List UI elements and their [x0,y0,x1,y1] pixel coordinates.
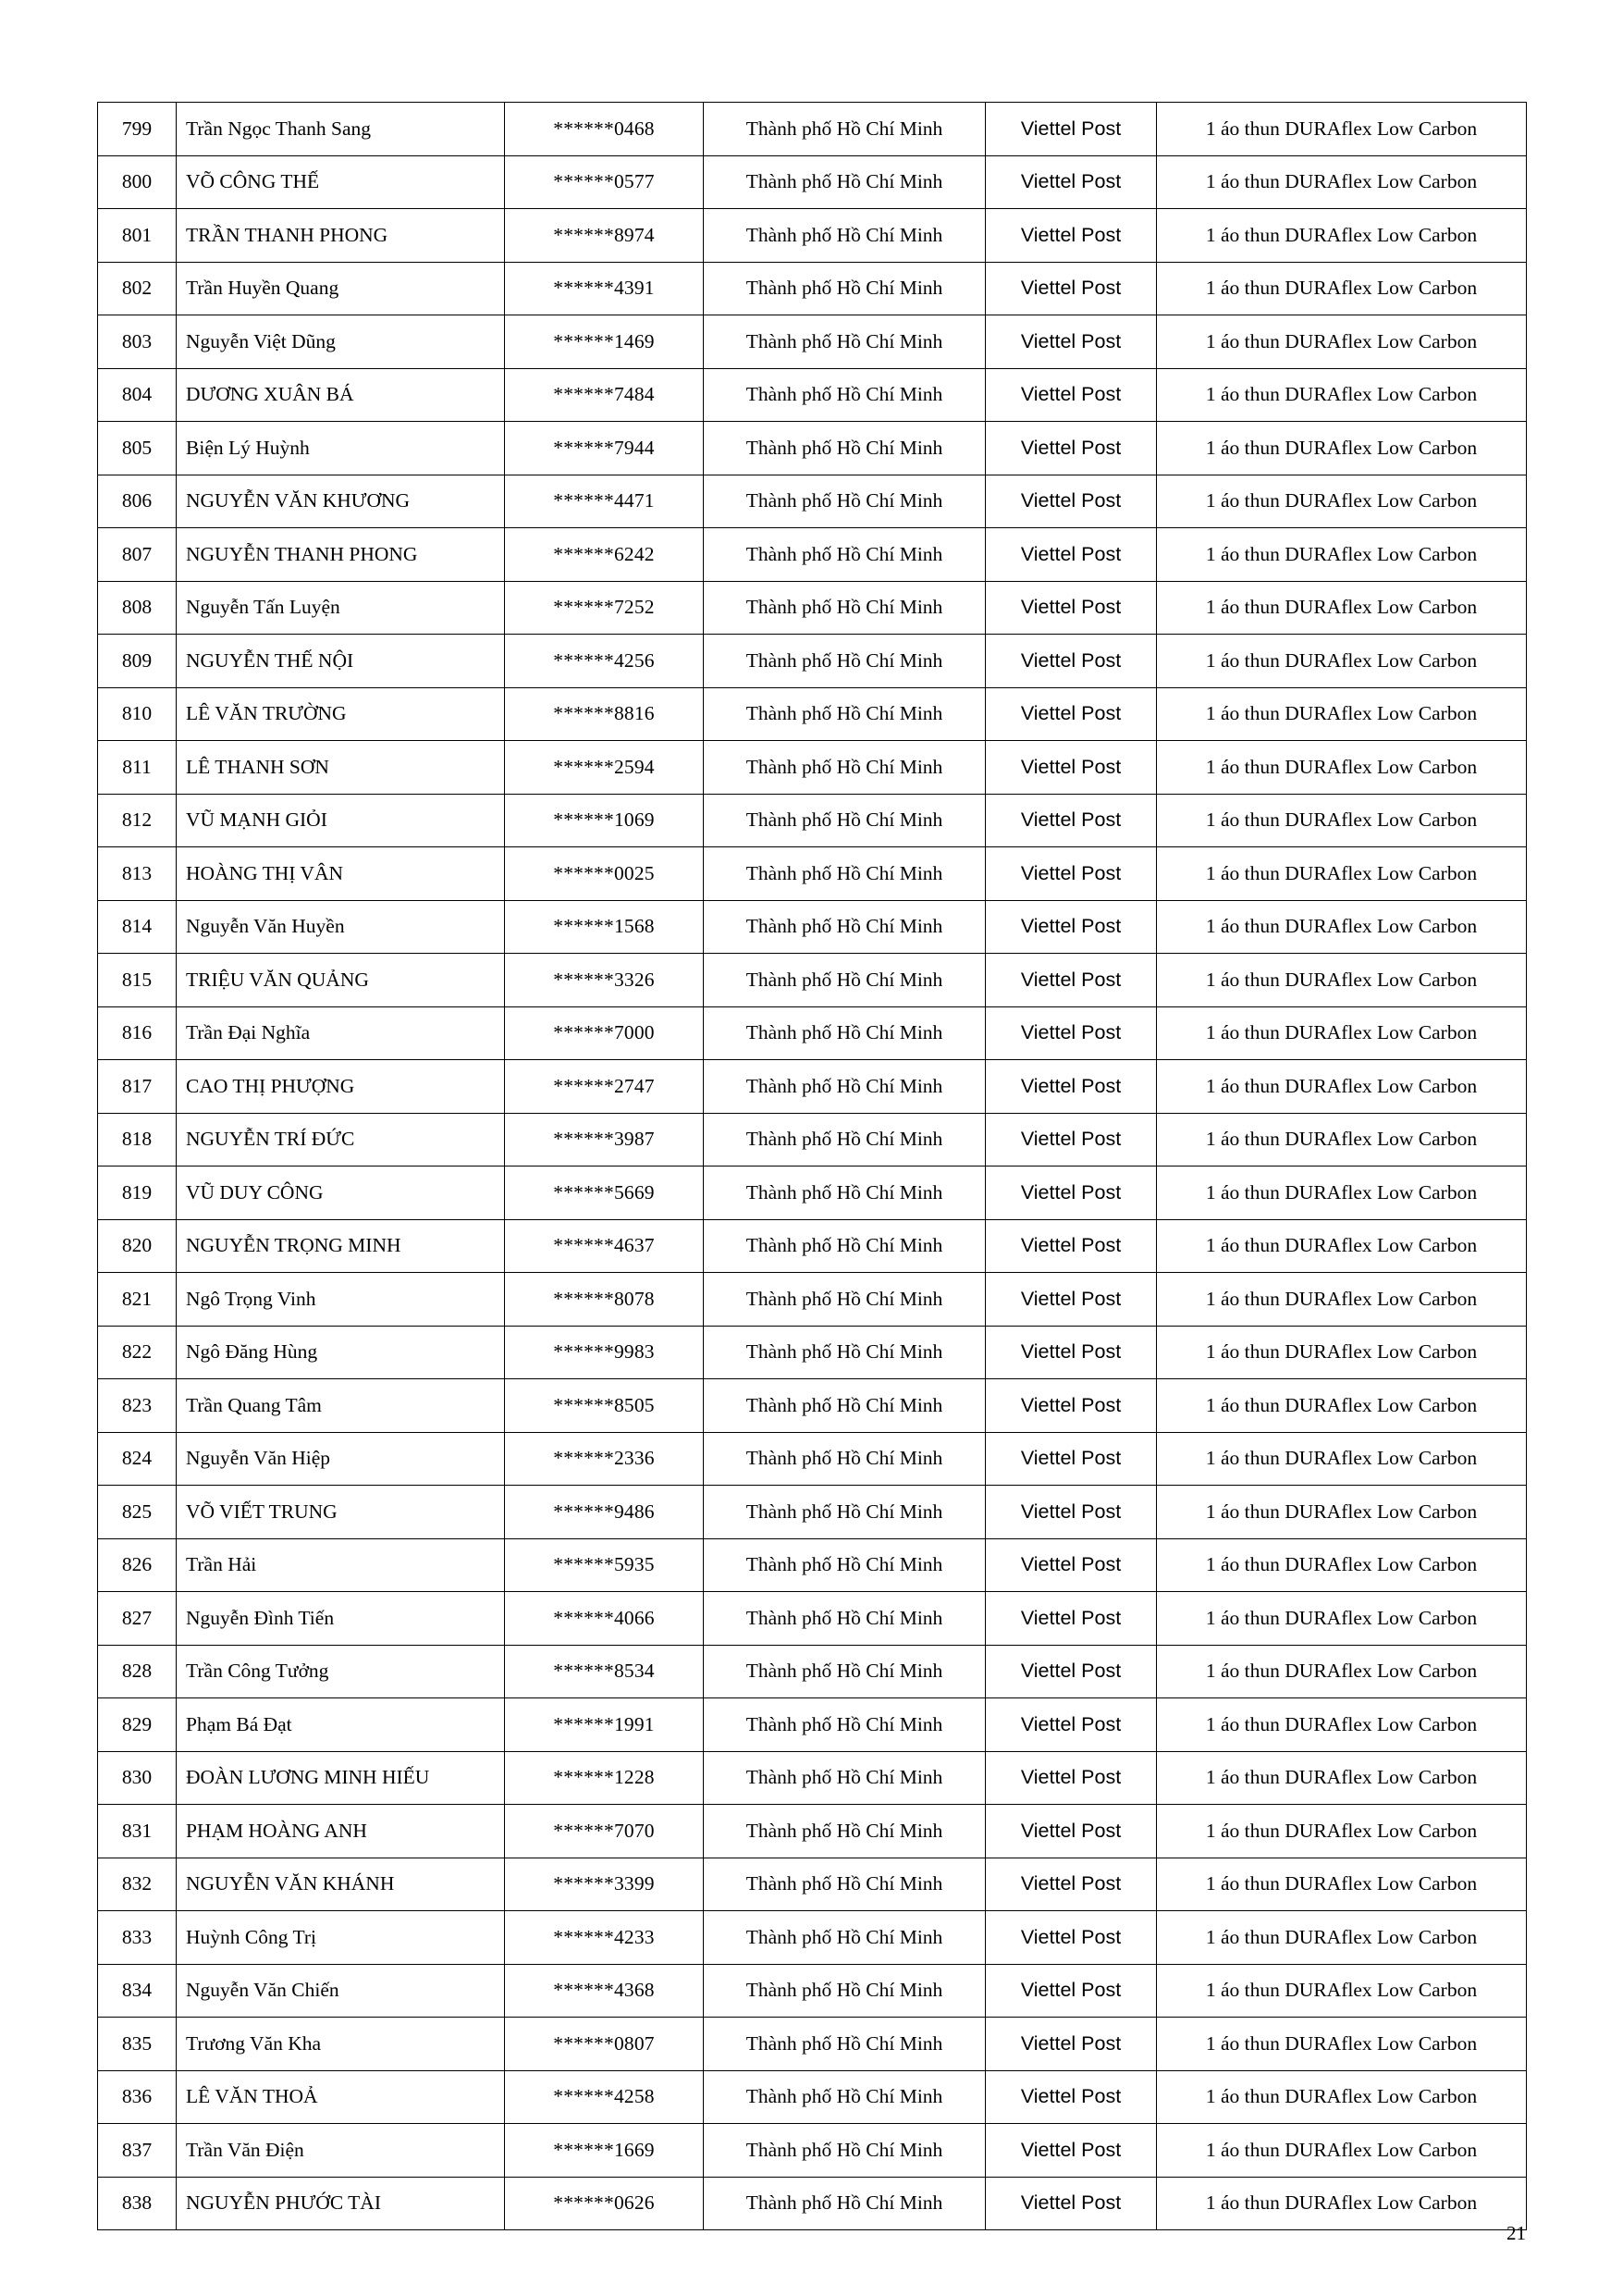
table-row [98,1645,1527,1698]
cell-prize: 1 áo thun DURAflex Low Carbon [1157,103,1527,156]
cell-phone: ******7944 [505,422,704,475]
cell-carrier: Viettel Post [986,1379,1157,1433]
cell-name: ĐOÀN LƯƠNG MINH HIẾU [177,1751,505,1805]
cell-carrier: Viettel Post [986,1113,1157,1167]
cell-index: 826 [98,1538,177,1592]
cell-city: Thành phố Hồ Chí Minh [704,1379,986,1433]
cell-phone: ******1991 [505,1698,704,1752]
cell-city: Thành phố Hồ Chí Minh [704,368,986,422]
cell-index: 806 [98,475,177,528]
cell-city: Thành phố Hồ Chí Minh [704,155,986,209]
cell-city: Thành phố Hồ Chí Minh [704,954,986,1007]
table-row [98,262,1527,315]
cell-name: LÊ VĂN TRƯỜNG [177,687,505,741]
table-row [98,1379,1527,1433]
table-row [98,2177,1527,2230]
cell-carrier: Viettel Post [986,209,1157,263]
cell-phone: ******2747 [505,1060,704,1114]
table-row [98,1805,1527,1858]
table-row [98,1432,1527,1486]
cell-phone: ******6242 [505,528,704,582]
cell-city: Thành phố Hồ Chí Minh [704,581,986,635]
cell-index: 801 [98,209,177,263]
cell-index: 828 [98,1645,177,1698]
table-row [98,900,1527,954]
table-row [98,103,1527,156]
table-row [98,209,1527,263]
cell-name: Biện Lý Huỳnh [177,422,505,475]
cell-name: Huỳnh Công Trị [177,1911,505,1965]
cell-city: Thành phố Hồ Chí Minh [704,2124,986,2178]
cell-name: DƯƠNG XUÂN BÁ [177,368,505,422]
cell-phone: ******0025 [505,847,704,901]
cell-city: Thành phố Hồ Chí Minh [704,1858,986,1911]
cell-prize: 1 áo thun DURAflex Low Carbon [1157,368,1527,422]
cell-index: 811 [98,741,177,795]
cell-city: Thành phố Hồ Chí Minh [704,1592,986,1646]
cell-phone: ******4258 [505,2070,704,2124]
cell-city: Thành phố Hồ Chí Minh [704,1060,986,1114]
cell-carrier: Viettel Post [986,262,1157,315]
cell-index: 817 [98,1060,177,1114]
cell-prize: 1 áo thun DURAflex Low Carbon [1157,1219,1527,1273]
cell-city: Thành phố Hồ Chí Minh [704,794,986,847]
cell-carrier: Viettel Post [986,741,1157,795]
table-row [98,954,1527,1007]
cell-carrier: Viettel Post [986,847,1157,901]
cell-prize: 1 áo thun DURAflex Low Carbon [1157,687,1527,741]
cell-name: Trần Văn Điện [177,2124,505,2178]
cell-phone: ******1469 [505,315,704,369]
cell-index: 818 [98,1113,177,1167]
cell-phone: ******4391 [505,262,704,315]
cell-phone: ******0577 [505,155,704,209]
cell-carrier: Viettel Post [986,475,1157,528]
cell-index: 816 [98,1006,177,1060]
cell-prize: 1 áo thun DURAflex Low Carbon [1157,1538,1527,1592]
cell-index: 822 [98,1326,177,1379]
cell-prize: 1 áo thun DURAflex Low Carbon [1157,954,1527,1007]
page-number: 21 [1506,2222,1526,2244]
cell-name: TRIỆU VĂN QUẢNG [177,954,505,1007]
table-row [98,528,1527,582]
cell-carrier: Viettel Post [986,1486,1157,1539]
cell-name: CAO THỊ PHƯỢNG [177,1060,505,1114]
cell-name: NGUYỄN VĂN KHÁNH [177,1858,505,1911]
cell-city: Thành phố Hồ Chí Minh [704,2018,986,2071]
cell-name: Nguyễn Tấn Luyện [177,581,505,635]
cell-index: 813 [98,847,177,901]
cell-phone: ******2336 [505,1432,704,1486]
cell-phone: ******1228 [505,1751,704,1805]
cell-name: NGUYỄN THẾ NỘI [177,635,505,688]
cell-carrier: Viettel Post [986,528,1157,582]
cell-phone: ******2594 [505,741,704,795]
cell-phone: ******8816 [505,687,704,741]
cell-carrier: Viettel Post [986,1006,1157,1060]
cell-prize: 1 áo thun DURAflex Low Carbon [1157,262,1527,315]
cell-prize: 1 áo thun DURAflex Low Carbon [1157,1006,1527,1060]
cell-carrier: Viettel Post [986,635,1157,688]
cell-name: Trần Công Tưởng [177,1645,505,1698]
cell-phone: ******4368 [505,1964,704,2018]
cell-city: Thành phố Hồ Chí Minh [704,1486,986,1539]
cell-index: 820 [98,1219,177,1273]
cell-prize: 1 áo thun DURAflex Low Carbon [1157,900,1527,954]
cell-index: 834 [98,1964,177,2018]
cell-name: HOÀNG THỊ VÂN [177,847,505,901]
cell-prize: 1 áo thun DURAflex Low Carbon [1157,794,1527,847]
cell-prize: 1 áo thun DURAflex Low Carbon [1157,1379,1527,1433]
cell-phone: ******4233 [505,1911,704,1965]
cell-prize: 1 áo thun DURAflex Low Carbon [1157,1858,1527,1911]
cell-city: Thành phố Hồ Chí Minh [704,1751,986,1805]
cell-carrier: Viettel Post [986,1538,1157,1592]
cell-prize: 1 áo thun DURAflex Low Carbon [1157,422,1527,475]
cell-name: NGUYỄN TRỌNG MINH [177,1219,505,1273]
cell-carrier: Viettel Post [986,1060,1157,1114]
cell-index: 810 [98,687,177,741]
cell-name: LÊ VĂN THOẢ [177,2070,505,2124]
cell-carrier: Viettel Post [986,155,1157,209]
cell-index: 824 [98,1432,177,1486]
table-row [98,1538,1527,1592]
cell-carrier: Viettel Post [986,900,1157,954]
cell-carrier: Viettel Post [986,368,1157,422]
cell-name: Phạm Bá Đạt [177,1698,505,1752]
cell-prize: 1 áo thun DURAflex Low Carbon [1157,315,1527,369]
cell-carrier: Viettel Post [986,954,1157,1007]
cell-city: Thành phố Hồ Chí Minh [704,1538,986,1592]
table-row [98,1326,1527,1379]
cell-index: 819 [98,1167,177,1220]
table-row [98,794,1527,847]
cell-name: PHẠM HOÀNG ANH [177,1805,505,1858]
cell-index: 825 [98,1486,177,1539]
cell-city: Thành phố Hồ Chí Minh [704,900,986,954]
cell-name: NGUYỄN PHƯỚC TÀI [177,2177,505,2230]
table-row [98,1060,1527,1114]
cell-city: Thành phố Hồ Chí Minh [704,1219,986,1273]
table-row [98,687,1527,741]
cell-phone: ******7070 [505,1805,704,1858]
winners-table [97,102,1527,2230]
cell-city: Thành phố Hồ Chí Minh [704,209,986,263]
cell-city: Thành phố Hồ Chí Minh [704,422,986,475]
table-row [98,1964,1527,2018]
cell-name: LÊ THANH SƠN [177,741,505,795]
cell-carrier: Viettel Post [986,103,1157,156]
cell-prize: 1 áo thun DURAflex Low Carbon [1157,1167,1527,1220]
cell-phone: ******5669 [505,1167,704,1220]
table-row [98,475,1527,528]
cell-carrier: Viettel Post [986,2070,1157,2124]
table-row [98,1592,1527,1646]
cell-name: NGUYỄN VĂN KHƯƠNG [177,475,505,528]
cell-prize: 1 áo thun DURAflex Low Carbon [1157,581,1527,635]
cell-prize: 1 áo thun DURAflex Low Carbon [1157,528,1527,582]
cell-name: VÕ CÔNG THẾ [177,155,505,209]
cell-phone: ******9983 [505,1326,704,1379]
cell-city: Thành phố Hồ Chí Minh [704,741,986,795]
cell-prize: 1 áo thun DURAflex Low Carbon [1157,1326,1527,1379]
cell-name: TRẦN THANH PHONG [177,209,505,263]
cell-phone: ******8534 [505,1645,704,1698]
cell-name: VŨ DUY CÔNG [177,1167,505,1220]
cell-index: 815 [98,954,177,1007]
cell-carrier: Viettel Post [986,1432,1157,1486]
cell-name: VŨ MẠNH GIỎI [177,794,505,847]
table-row [98,1113,1527,1167]
cell-city: Thành phố Hồ Chí Minh [704,1964,986,2018]
cell-index: 808 [98,581,177,635]
table-row [98,1219,1527,1273]
cell-name: Trần Huyền Quang [177,262,505,315]
cell-name: Ngô Trọng Vinh [177,1273,505,1327]
cell-carrier: Viettel Post [986,687,1157,741]
cell-prize: 1 áo thun DURAflex Low Carbon [1157,1592,1527,1646]
cell-index: 831 [98,1805,177,1858]
table-row [98,2018,1527,2071]
cell-prize: 1 áo thun DURAflex Low Carbon [1157,1964,1527,2018]
cell-prize: 1 áo thun DURAflex Low Carbon [1157,209,1527,263]
cell-name: Ngô Đăng Hùng [177,1326,505,1379]
table-row [98,1273,1527,1327]
cell-prize: 1 áo thun DURAflex Low Carbon [1157,1113,1527,1167]
cell-phone: ******7484 [505,368,704,422]
cell-city: Thành phố Hồ Chí Minh [704,2070,986,2124]
cell-index: 837 [98,2124,177,2178]
table-row [98,1911,1527,1965]
cell-index: 827 [98,1592,177,1646]
cell-phone: ******1069 [505,794,704,847]
cell-index: 802 [98,262,177,315]
cell-prize: 1 áo thun DURAflex Low Carbon [1157,475,1527,528]
cell-phone: ******8078 [505,1273,704,1327]
table-row [98,1751,1527,1805]
cell-carrier: Viettel Post [986,1592,1157,1646]
cell-city: Thành phố Hồ Chí Minh [704,687,986,741]
cell-carrier: Viettel Post [986,581,1157,635]
cell-prize: 1 áo thun DURAflex Low Carbon [1157,635,1527,688]
cell-carrier: Viettel Post [986,315,1157,369]
cell-city: Thành phố Hồ Chí Minh [704,315,986,369]
cell-index: 799 [98,103,177,156]
cell-carrier: Viettel Post [986,1273,1157,1327]
cell-name: Trần Quang Tâm [177,1379,505,1433]
cell-name: Nguyễn Văn Hiệp [177,1432,505,1486]
cell-city: Thành phố Hồ Chí Minh [704,2177,986,2230]
cell-prize: 1 áo thun DURAflex Low Carbon [1157,1805,1527,1858]
cell-name: VÕ VIẾT TRUNG [177,1486,505,1539]
cell-phone: ******0807 [505,2018,704,2071]
cell-prize: 1 áo thun DURAflex Low Carbon [1157,1698,1527,1752]
cell-index: 829 [98,1698,177,1752]
cell-index: 812 [98,794,177,847]
cell-prize: 1 áo thun DURAflex Low Carbon [1157,2070,1527,2124]
cell-prize: 1 áo thun DURAflex Low Carbon [1157,2177,1527,2230]
cell-index: 809 [98,635,177,688]
table-row [98,1167,1527,1220]
cell-city: Thành phố Hồ Chí Minh [704,1432,986,1486]
cell-prize: 1 áo thun DURAflex Low Carbon [1157,2018,1527,2071]
cell-prize: 1 áo thun DURAflex Low Carbon [1157,1911,1527,1965]
cell-name: Trần Ngọc Thanh Sang [177,103,505,156]
cell-prize: 1 áo thun DURAflex Low Carbon [1157,1060,1527,1114]
cell-carrier: Viettel Post [986,2177,1157,2230]
cell-city: Thành phố Hồ Chí Minh [704,1113,986,1167]
cell-name: NGUYỄN TRÍ ĐỨC [177,1113,505,1167]
cell-index: 823 [98,1379,177,1433]
cell-phone: ******3399 [505,1858,704,1911]
cell-phone: ******7000 [505,1006,704,1060]
cell-city: Thành phố Hồ Chí Minh [704,635,986,688]
cell-index: 805 [98,422,177,475]
table-row [98,847,1527,901]
cell-prize: 1 áo thun DURAflex Low Carbon [1157,2124,1527,2178]
cell-phone: ******0468 [505,103,704,156]
cell-carrier: Viettel Post [986,1911,1157,1965]
cell-phone: ******0626 [505,2177,704,2230]
cell-carrier: Viettel Post [986,422,1157,475]
cell-carrier: Viettel Post [986,1167,1157,1220]
cell-name: Nguyễn Việt Dũng [177,315,505,369]
cell-carrier: Viettel Post [986,794,1157,847]
table-row [98,581,1527,635]
table-row [98,2070,1527,2124]
cell-prize: 1 áo thun DURAflex Low Carbon [1157,847,1527,901]
cell-carrier: Viettel Post [986,1964,1157,2018]
table-row [98,635,1527,688]
cell-index: 807 [98,528,177,582]
cell-phone: ******3326 [505,954,704,1007]
cell-phone: ******4066 [505,1592,704,1646]
cell-city: Thành phố Hồ Chí Minh [704,1911,986,1965]
winners-table-body [98,103,1527,2230]
cell-name: Nguyễn Văn Chiến [177,1964,505,2018]
cell-city: Thành phố Hồ Chí Minh [704,103,986,156]
cell-index: 830 [98,1751,177,1805]
cell-carrier: Viettel Post [986,1805,1157,1858]
cell-carrier: Viettel Post [986,2018,1157,2071]
cell-city: Thành phố Hồ Chí Minh [704,1698,986,1752]
cell-name: Trương Văn Kha [177,2018,505,2071]
cell-index: 803 [98,315,177,369]
cell-index: 835 [98,2018,177,2071]
cell-carrier: Viettel Post [986,1698,1157,1752]
cell-name: Trần Hải [177,1538,505,1592]
cell-prize: 1 áo thun DURAflex Low Carbon [1157,1486,1527,1539]
table-row [98,741,1527,795]
cell-phone: ******8505 [505,1379,704,1433]
cell-city: Thành phố Hồ Chí Minh [704,1167,986,1220]
table-row [98,315,1527,369]
cell-carrier: Viettel Post [986,1858,1157,1911]
cell-phone: ******9486 [505,1486,704,1539]
cell-prize: 1 áo thun DURAflex Low Carbon [1157,1645,1527,1698]
cell-carrier: Viettel Post [986,2124,1157,2178]
cell-index: 814 [98,900,177,954]
cell-name: Trần Đại Nghĩa [177,1006,505,1060]
cell-index: 838 [98,2177,177,2230]
cell-city: Thành phố Hồ Chí Minh [704,262,986,315]
cell-prize: 1 áo thun DURAflex Low Carbon [1157,1751,1527,1805]
table-row [98,155,1527,209]
cell-phone: ******8974 [505,209,704,263]
cell-name: Nguyễn Văn Huyền [177,900,505,954]
cell-phone: ******5935 [505,1538,704,1592]
cell-carrier: Viettel Post [986,1326,1157,1379]
cell-prize: 1 áo thun DURAflex Low Carbon [1157,1273,1527,1327]
cell-phone: ******3987 [505,1113,704,1167]
cell-index: 800 [98,155,177,209]
table-row [98,368,1527,422]
cell-index: 836 [98,2070,177,2124]
cell-city: Thành phố Hồ Chí Minh [704,475,986,528]
cell-city: Thành phố Hồ Chí Minh [704,1645,986,1698]
cell-phone: ******4256 [505,635,704,688]
cell-name: Nguyễn Đình Tiến [177,1592,505,1646]
cell-carrier: Viettel Post [986,1645,1157,1698]
cell-phone: ******1568 [505,900,704,954]
cell-phone: ******7252 [505,581,704,635]
cell-index: 821 [98,1273,177,1327]
cell-index: 832 [98,1858,177,1911]
table-row [98,422,1527,475]
cell-city: Thành phố Hồ Chí Minh [704,1805,986,1858]
cell-city: Thành phố Hồ Chí Minh [704,528,986,582]
cell-index: 804 [98,368,177,422]
cell-phone: ******1669 [505,2124,704,2178]
cell-city: Thành phố Hồ Chí Minh [704,1273,986,1327]
cell-prize: 1 áo thun DURAflex Low Carbon [1157,155,1527,209]
cell-name: NGUYỄN THANH PHONG [177,528,505,582]
table-row [98,1006,1527,1060]
cell-phone: ******4637 [505,1219,704,1273]
table-row [98,1698,1527,1752]
cell-prize: 1 áo thun DURAflex Low Carbon [1157,741,1527,795]
cell-prize: 1 áo thun DURAflex Low Carbon [1157,1432,1527,1486]
table-row [98,2124,1527,2178]
cell-index: 833 [98,1911,177,1965]
table-row [98,1486,1527,1539]
cell-carrier: Viettel Post [986,1751,1157,1805]
cell-city: Thành phố Hồ Chí Minh [704,1326,986,1379]
table-row [98,1858,1527,1911]
cell-carrier: Viettel Post [986,1219,1157,1273]
cell-city: Thành phố Hồ Chí Minh [704,847,986,901]
cell-city: Thành phố Hồ Chí Minh [704,1006,986,1060]
cell-phone: ******4471 [505,475,704,528]
